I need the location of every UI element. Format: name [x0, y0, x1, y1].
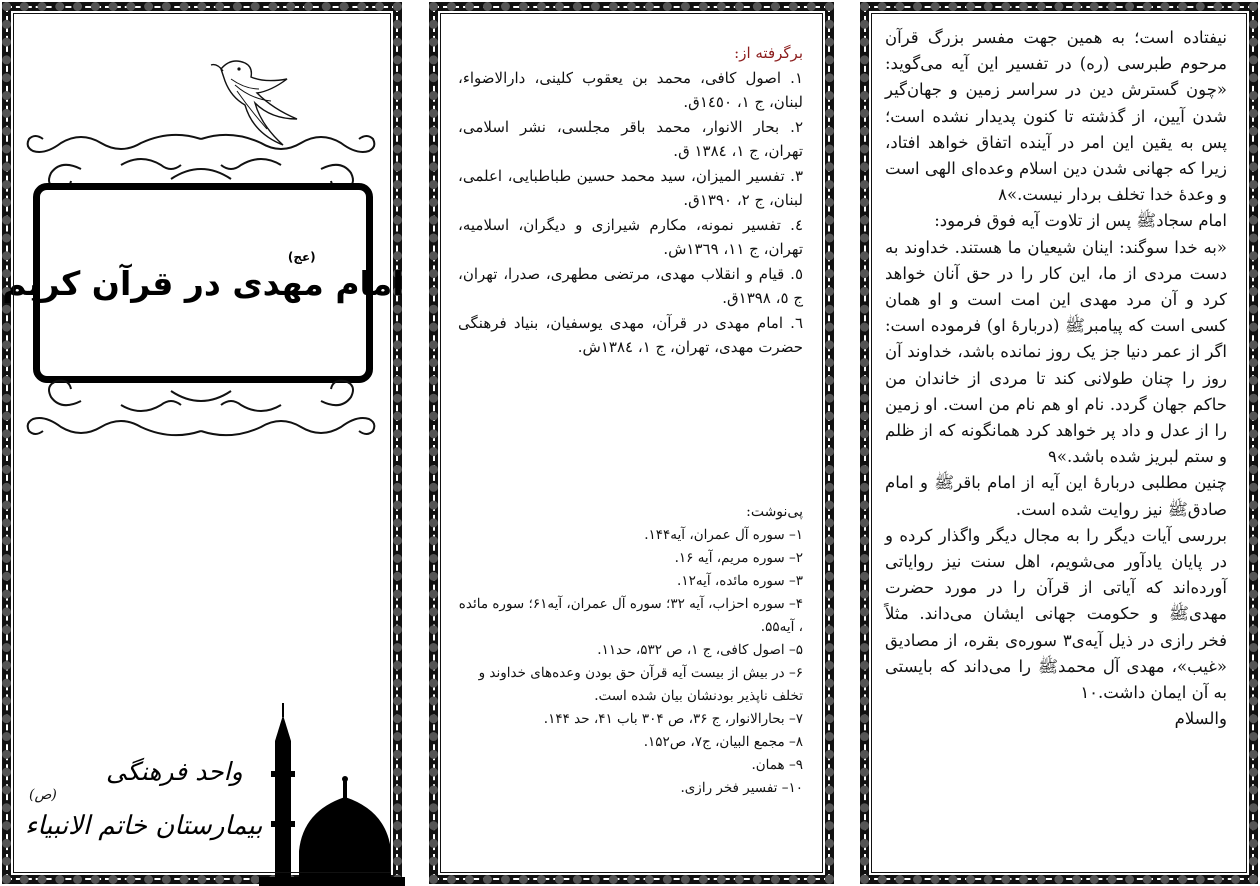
reference-item: ٦. امام مهدی در قرآن، مهدی یوسفیان، بنیاد فرهنگی حضرت مهدی، تهران، ج ۱، ۱۳۸٤ش.	[458, 313, 803, 356]
closing-salutation: والسلام	[1174, 709, 1227, 729]
bottom-ornament-frame	[21, 371, 381, 441]
reference-item: ۲. بحار الانوار، محمد باقر مجلسی، نشر اسلامی، تهران، ج ۱، ۱۳۸٤ ق.	[458, 117, 803, 160]
body-paragraph: «به خدا سوگند: اینان شیعیان ما هستند. خداوند به دست مردی از ما، این کار را در حق آنان خواهد کرد و آن مرد مهدی این امت است و او همان کسی است که پیامبرﷺ (دربارهٔ او) فرموده است: اگر از عمر دنیا جز یک روز نمانده باشد، خداوند آن روز را چنان طولانی کند تا مردی از خاندان من حاکم جهان گردد. نام او هم نام من است. او زمین را از عدل و داد پر خواهد کرد همانگونه که از ظلم و ستم لبریز شده باشد.»۹	[885, 237, 1227, 467]
reference-item: ۱. اصول کافی، محمد بن یعقوب کلینی، دارالاضواء، لبنان، ج ۱، ۱٤٥۰ق.	[458, 68, 803, 111]
note-item: ۷– بحارالانوار، ج ۳۶، ص ۳۰۴ باب ۴۱، حد ۱۴۴.	[543, 711, 803, 727]
note-item: ۱– سوره آل عمران، آیه۱۴۴.	[644, 527, 803, 543]
hospital-signature: بیمارستان خاتم الانبیاء	[25, 811, 263, 841]
note-item: ۸– مجمع البیان، ج۷، ص۱۵۲.	[643, 734, 803, 750]
hospital-superscript: (ص)	[29, 787, 57, 803]
cover-title	[2, 249, 404, 303]
references-section	[458, 41, 803, 360]
note-item: ۱۰– تفسیر فخر رازی.	[680, 780, 803, 796]
note-item: ۴– سوره احزاب، آیه ۳۲؛ سوره آل عمران، آیه۶۱؛ سوره مائده ، آیه۵۵.	[458, 596, 803, 635]
title-frame	[2, 183, 404, 383]
reference-item: ٤. تفسیر نمونه، مکارم شیرازی و دیگران، اسلامیه، تهران، ج ۱۱، ۱۳٦۹ش.	[458, 215, 803, 258]
cover-panel	[2, 2, 402, 884]
unit-signature: واحد فرهنگی	[106, 757, 243, 786]
body-text	[885, 25, 1227, 732]
references-heading: برگرفته از:	[734, 44, 803, 62]
body-panel	[860, 2, 1258, 884]
note-item: ۹– همان.	[751, 757, 803, 773]
title-superscript: (عج)	[287, 249, 316, 264]
mosque-silhouette	[259, 701, 405, 886]
note-item: ۵– اصول کافی، ج ۱، ص ۵۳۲، حد۱۱.	[597, 642, 803, 658]
note-item: ۲– سوره مریم، آیه ۱۶.	[674, 550, 803, 566]
reference-item: ٥. قیام و انقلاب مهدی، مرتضی مطهری، صدرا، تهران، ج ٥، ۱۳۹۸ق.	[458, 264, 803, 307]
title-main: امام مهدی در قرآن کریم	[2, 263, 404, 303]
body-paragraph: چنین مطلبی دربارهٔ این آیه از امام باقرﷺ و امام صادقﷺ نیز روایت شده است.	[885, 473, 1227, 519]
body-paragraph: نیفتاده است؛ به همین جهت مفسر بزرگ قرآن مرحوم طبرسی (ره) در تفسیر این آیه می‌گوید: «چون گسترش دین در سراسر زمین و جهان‌گیر شدن آیین، از گذشته تا کنون پدیدار نشده است؛ پس به یقین این امر در آینده اتفاق خواهد افتاد، زیرا که جهانی شدن دین اسلام وعده‌ای الهی است و وعدهٔ خدا تخلف بردار نیست.»۸	[885, 28, 1227, 205]
notes-section	[458, 501, 803, 800]
body-paragraph: بررسی آیات دیگر را به مجال دیگر واگذار کرده و در پایان یادآور می‌شویم، اهل سنت نیز روایاتی آورده‌اند که آیاتی از قرآن را در مورد حضرت مهدیﷺ و حکومت جهانی ایشان می‌داند. مثلاً فخر رازی در ذیل آیه‌ی۳ سوره‌ی بقره، از مصادیق «غیب»، مهدی آل محمدﷺ را می‌داند که بایستی به آن ایمان داشت.۱۰	[885, 525, 1228, 703]
references-panel	[429, 2, 834, 884]
reference-item: ۳. تفسیر المیزان، سید محمد حسین طباطبایی، اعلمی، لبنان، ج ۲، ۱۳۹۰ق.	[458, 166, 803, 209]
note-item: ۶– در بیش از بیست آیه قرآن حق بودن وعده‌های خداوند و تخلف ناپذیر بودنشان بیان شده است.	[478, 665, 803, 704]
note-item: ۳– سوره مائده، آیه۱۲.	[677, 573, 803, 589]
body-paragraph: امام سجادﷺ پس از تلاوت آیه فوق فرمود:	[934, 211, 1227, 231]
notes-heading: پی‌نوشت:	[746, 504, 803, 520]
